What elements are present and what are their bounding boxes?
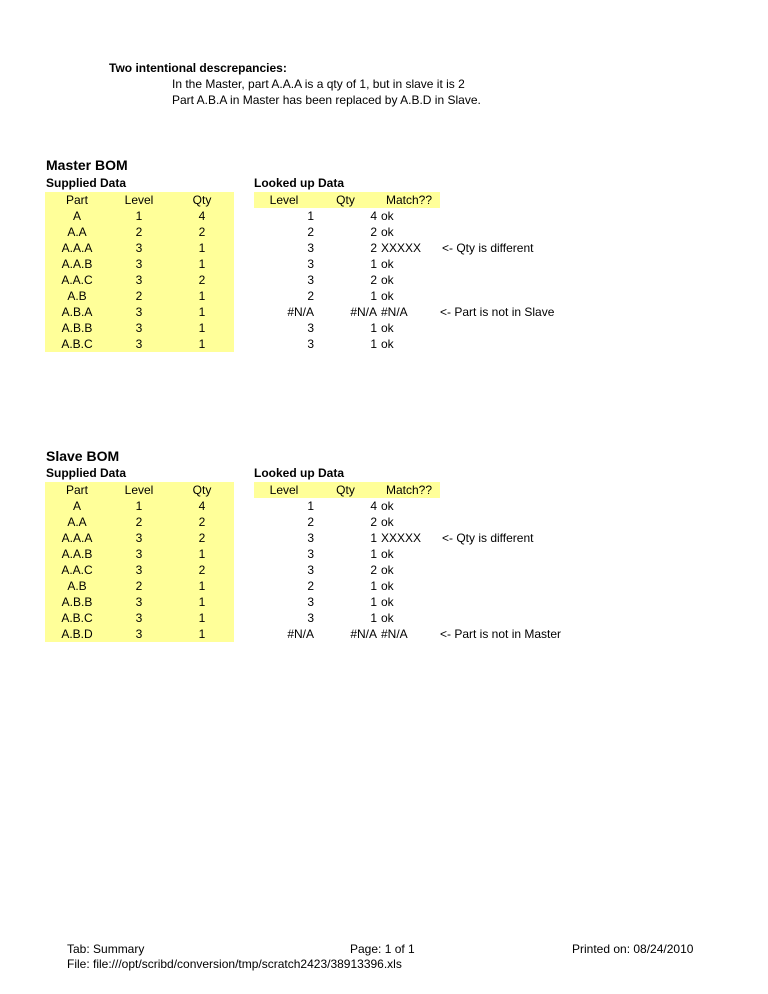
part-cell: A.B	[67, 579, 87, 593]
level-cell: 3	[135, 337, 143, 351]
match-cell: #N/A	[381, 305, 408, 319]
qty-cell: 2	[198, 273, 206, 287]
table-row	[0, 320, 768, 336]
footer-printed-date: Printed on: 08/24/2010	[572, 942, 694, 956]
table-header-row	[0, 192, 768, 208]
table-row	[0, 530, 768, 546]
qty-cell: 2	[198, 225, 206, 239]
level-cell: 3	[135, 257, 143, 271]
discrepancy-note-cell: <- Part is not in Slave	[440, 305, 555, 319]
table-row	[0, 562, 768, 578]
match-cell: ok	[381, 563, 394, 577]
lookup-qty-cell: 2	[370, 225, 377, 239]
table-row	[0, 256, 768, 272]
lookup-level-cell: #N/A	[287, 627, 314, 641]
part-cell: A.A.A	[61, 531, 93, 545]
table-row	[0, 208, 768, 224]
table-row	[0, 304, 768, 320]
discrepancy-note-cell	[442, 498, 642, 514]
discrepancy-note-cell	[442, 546, 642, 562]
discrepancy-note-cell	[442, 288, 642, 304]
discrepancy-note-line-2: Part A.B.A in Master has been replaced by A.B.D in Slave.	[172, 93, 481, 107]
lookup-level-cell: 3	[307, 321, 314, 335]
header-lookup-qty: Qty	[336, 193, 355, 207]
part-cell: A	[72, 499, 81, 513]
lookup-level-cell: 2	[307, 289, 314, 303]
match-cell: ok	[381, 289, 394, 303]
part-cell: A.A.A	[61, 241, 93, 255]
qty-cell: 2	[198, 563, 206, 577]
lookup-level-cell: 1	[307, 499, 314, 513]
lookup-level-cell: 3	[307, 547, 314, 561]
match-cell: XXXXX	[381, 531, 422, 545]
lookup-qty-cell: 1	[370, 321, 377, 335]
table-row	[0, 610, 768, 626]
footer-page-number: Page: 1 of 1	[350, 942, 415, 956]
match-cell: ok	[381, 209, 394, 223]
qty-cell: 1	[198, 289, 206, 303]
level-cell: 3	[135, 563, 143, 577]
lookup-qty-cell: 1	[370, 337, 377, 351]
lookup-qty-cell: 2	[370, 241, 377, 255]
header-level: Level	[124, 193, 154, 207]
slave-supplied-data-title: Supplied Data	[46, 466, 127, 480]
level-cell: 3	[135, 547, 143, 561]
table-row	[0, 288, 768, 304]
discrepancy-note-cell	[442, 610, 642, 626]
part-cell: A.B.C	[61, 337, 93, 351]
qty-cell: 1	[198, 321, 206, 335]
level-cell: 3	[135, 321, 143, 335]
discrepancy-note-title: Two intentional descrepancies:	[109, 61, 287, 75]
lookup-level-cell: 2	[307, 515, 314, 529]
table-row	[0, 546, 768, 562]
level-cell: 1	[135, 209, 143, 223]
lookup-qty-cell: #N/A	[350, 627, 377, 641]
lookup-qty-cell: #N/A	[350, 305, 377, 319]
master-supplied-data-title: Supplied Data	[46, 176, 127, 190]
slave-bom-title: Slave BOM	[46, 448, 120, 464]
header-qty: Qty	[192, 193, 212, 207]
lookup-level-cell: 3	[307, 595, 314, 609]
discrepancy-note-cell: <- Qty is different	[442, 531, 534, 545]
part-cell: A.B.C	[61, 611, 93, 625]
qty-cell: 1	[198, 241, 206, 255]
table-row	[0, 626, 768, 642]
lookup-level-cell: 3	[307, 241, 314, 255]
match-cell: ok	[381, 547, 394, 561]
discrepancy-note-cell	[442, 256, 642, 272]
level-cell: 3	[135, 273, 143, 287]
discrepancy-note-cell	[442, 336, 642, 352]
lookup-qty-cell: 1	[370, 547, 377, 561]
discrepancy-note-line-1: In the Master, part A.A.A is a qty of 1, but in slave it is 2	[172, 77, 465, 91]
lookup-qty-cell: 1	[370, 531, 377, 545]
discrepancy-note-cell	[442, 594, 642, 610]
part-cell: A.A	[67, 225, 87, 239]
lookup-qty-cell: 2	[370, 515, 377, 529]
lookup-qty-cell: 1	[370, 289, 377, 303]
lookup-qty-cell: 2	[370, 273, 377, 287]
part-cell: A.B.B	[61, 595, 93, 609]
discrepancy-note-cell	[442, 224, 642, 240]
slave-looked-up-data-title: Looked up Data	[254, 466, 345, 480]
level-cell: 3	[135, 627, 143, 641]
lookup-qty-cell: 2	[370, 563, 377, 577]
header-lookup-qty: Qty	[336, 483, 355, 497]
table-row	[0, 514, 768, 530]
level-cell: 2	[135, 515, 143, 529]
table-row	[0, 224, 768, 240]
qty-cell: 1	[198, 579, 206, 593]
discrepancy-note-cell: <- Qty is different	[442, 241, 534, 255]
qty-cell: 1	[198, 257, 206, 271]
level-cell: 2	[135, 579, 143, 593]
lookup-qty-cell: 4	[370, 499, 377, 513]
match-cell: ok	[381, 225, 394, 239]
match-cell: ok	[381, 337, 394, 351]
lookup-level-cell: 2	[307, 225, 314, 239]
table-row	[0, 240, 768, 256]
match-cell: XXXXX	[381, 241, 422, 255]
level-cell: 2	[135, 225, 143, 239]
qty-cell: 2	[198, 531, 206, 545]
match-cell: ok	[381, 515, 394, 529]
table-row	[0, 594, 768, 610]
match-cell: ok	[381, 611, 394, 625]
header-lookup-level: Level	[269, 193, 299, 207]
level-cell: 3	[135, 305, 143, 319]
match-cell: ok	[381, 257, 394, 271]
header-lookup-level: Level	[269, 483, 299, 497]
match-cell: ok	[381, 499, 394, 513]
lookup-level-cell: 1	[307, 209, 314, 223]
discrepancy-note-cell	[442, 320, 642, 336]
part-cell: A.B.A	[61, 305, 93, 319]
qty-cell: 4	[198, 499, 206, 513]
lookup-level-cell: 3	[307, 257, 314, 271]
lookup-qty-cell: 1	[370, 257, 377, 271]
footer-tab-name: Tab: Summary	[67, 942, 145, 956]
part-cell: A.B	[67, 289, 87, 303]
part-cell: A.A.B	[61, 257, 93, 271]
part-cell: A.B.D	[61, 627, 93, 641]
level-cell: 1	[135, 499, 143, 513]
discrepancy-note-cell	[442, 514, 642, 530]
discrepancy-note-cell	[442, 272, 642, 288]
match-cell: ok	[381, 579, 394, 593]
level-cell: 3	[135, 241, 143, 255]
lookup-qty-cell: 4	[370, 209, 377, 223]
lookup-level-cell: 3	[307, 337, 314, 351]
level-cell: 3	[135, 531, 143, 545]
qty-cell: 4	[198, 209, 206, 223]
master-looked-up-data-title: Looked up Data	[254, 176, 345, 190]
header-level: Level	[124, 483, 154, 497]
lookup-qty-cell: 1	[370, 611, 377, 625]
header-match: Match??	[385, 483, 433, 497]
lookup-level-cell: 3	[307, 273, 314, 287]
table-row	[0, 272, 768, 288]
qty-cell: 1	[198, 305, 206, 319]
qty-cell: 1	[198, 547, 206, 561]
part-cell: A	[72, 209, 81, 223]
part-cell: A.B.B	[61, 321, 93, 335]
match-cell: ok	[381, 595, 394, 609]
table-row	[0, 336, 768, 352]
level-cell: 2	[135, 289, 143, 303]
qty-cell: 1	[198, 611, 206, 625]
qty-cell: 1	[198, 595, 206, 609]
discrepancy-note-cell	[442, 578, 642, 594]
discrepancy-note-cell: <- Part is not in Master	[440, 627, 562, 641]
qty-cell: 1	[198, 627, 206, 641]
lookup-qty-cell: 1	[370, 579, 377, 593]
header-part: Part	[65, 193, 88, 207]
match-cell: ok	[381, 321, 394, 335]
lookup-level-cell: 3	[307, 563, 314, 577]
match-cell: ok	[381, 273, 394, 287]
part-cell: A.A.B	[61, 547, 93, 561]
footer-file-path: File: file:///opt/scribd/conversion/tmp/scratch2423/38913396.xls	[67, 957, 402, 971]
part-cell: A.A.C	[61, 563, 93, 577]
lookup-level-cell: 2	[307, 579, 314, 593]
qty-cell: 2	[198, 515, 206, 529]
table-row	[0, 578, 768, 594]
lookup-qty-cell: 1	[370, 595, 377, 609]
header-part: Part	[65, 483, 88, 497]
lookup-level-cell: 3	[307, 611, 314, 625]
lookup-level-cell: #N/A	[287, 305, 314, 319]
part-cell: A.A	[67, 515, 87, 529]
discrepancy-note-cell	[442, 208, 642, 224]
level-cell: 3	[135, 595, 143, 609]
master-bom-title: Master BOM	[46, 157, 128, 173]
header-qty: Qty	[192, 483, 212, 497]
table-row	[0, 498, 768, 514]
qty-cell: 1	[198, 337, 206, 351]
level-cell: 3	[135, 611, 143, 625]
match-cell: #N/A	[381, 627, 408, 641]
discrepancy-note-cell	[442, 562, 642, 578]
table-header-row	[0, 482, 768, 498]
header-match: Match??	[385, 193, 433, 207]
part-cell: A.A.C	[61, 273, 93, 287]
lookup-level-cell: 3	[307, 531, 314, 545]
